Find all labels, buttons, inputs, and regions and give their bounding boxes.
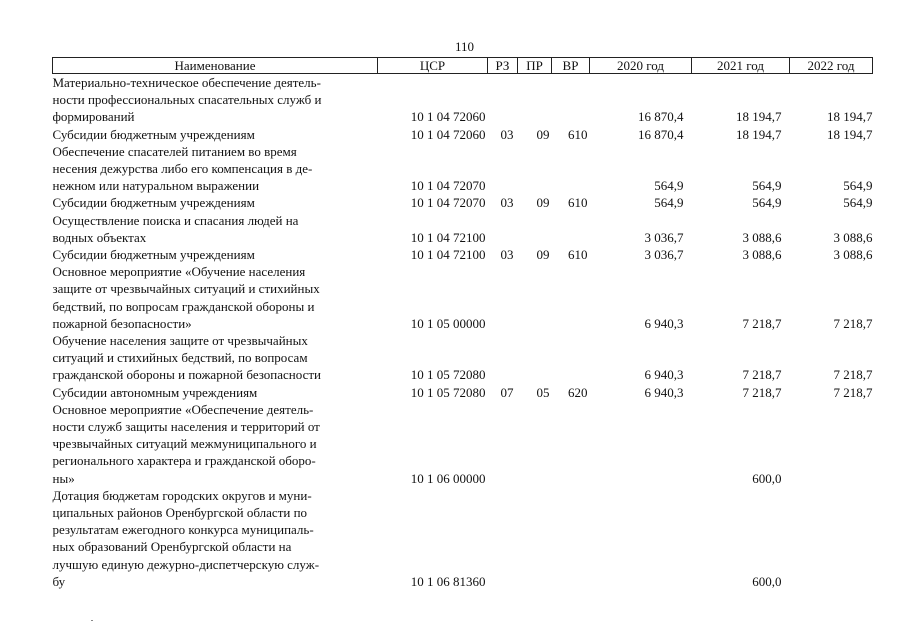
csr-cell: 10 1 04 72060 (410, 109, 486, 125)
budget-table (52, 57, 873, 590)
row-name-line: Основное мероприятие «Обеспечение деятель- (52, 401, 314, 417)
table-body (53, 74, 873, 591)
value-2020-cell: 564,9 (654, 178, 684, 194)
value-2020-cell: 3 036,7 (644, 229, 684, 245)
row-name-line: формирований (52, 109, 135, 125)
vr-cell (552, 74, 590, 126)
table-row (53, 74, 873, 126)
header-2020: 2020 год (590, 58, 692, 74)
csr-cell: 10 1 04 72070 (410, 178, 486, 194)
row-name-line: лучшую единую дежурно-диспетчерскую служ- (52, 556, 320, 572)
row-name-line: Обеспечение спасателей питанием во время (52, 143, 297, 159)
row-name-line: Основное мероприятие «Обучение населения (52, 264, 306, 280)
row-name-line: водных объектах (52, 229, 147, 245)
value-2022-cell: 7 218,7 (833, 367, 873, 383)
row-name-line: несения дежурства либо его компенсация в де- (52, 161, 313, 177)
row-name (53, 126, 378, 143)
rz-cell (488, 487, 518, 590)
header-pr: ПР (518, 58, 552, 74)
value-2022-cell: 564,9 (843, 195, 873, 211)
vr-cell (552, 487, 590, 590)
pr-cell (518, 401, 552, 487)
pr-cell (518, 74, 552, 126)
value-2021-cell: 3 088,6 (742, 229, 782, 245)
header-name: Наименование (53, 58, 378, 74)
value-2020-cell: 6 940,3 (644, 384, 684, 400)
table-row (53, 246, 873, 263)
row-name (53, 401, 378, 487)
csr-cell: 10 1 04 72100 (410, 229, 486, 245)
row-name-line: Материально-техническое обеспечение деятель- (52, 75, 321, 90)
row-name-line: ных образований Оренбургской области на (52, 539, 292, 555)
row-name-line: результатам ежегодного конкурса муниципаль- (52, 522, 314, 538)
header-rz: РЗ (488, 58, 518, 74)
csr-cell: 10 1 06 00000 (410, 470, 486, 486)
csr-cell: 10 1 04 72100 (410, 247, 486, 263)
rz-cell (488, 263, 518, 332)
value-2022-cell (790, 401, 873, 487)
pr-cell: 05 (536, 384, 550, 400)
row-name-line: бу (52, 573, 66, 589)
value-2021-cell: 18 194,7 (736, 126, 782, 142)
row-name (53, 143, 378, 195)
pr-cell (518, 143, 552, 195)
rz-cell: 03 (500, 195, 514, 211)
table-row (53, 212, 873, 246)
row-name (53, 212, 378, 246)
pr-cell (518, 263, 552, 332)
value-2021-cell: 564,9 (752, 178, 782, 194)
csr-cell: 10 1 05 72080 (410, 367, 486, 383)
csr-cell: 10 1 05 00000 (410, 315, 486, 331)
csr-cell: 10 1 05 72080 (410, 384, 486, 400)
value-2020-cell: 16 870,4 (638, 109, 684, 125)
row-name-line: ны» (52, 470, 75, 486)
row-name (53, 263, 378, 332)
row-name-line: регионального характера и гражданской оборо- (52, 453, 316, 469)
vr-cell (552, 263, 590, 332)
scan-speck (91, 620, 93, 621)
value-2022-cell: 7 218,7 (833, 315, 873, 331)
value-2020-cell: 6 940,3 (644, 315, 684, 331)
row-name (53, 246, 378, 263)
row-name-line: ситуаций и стихийных бедствий, по вопросам (52, 350, 308, 366)
value-2020-cell (590, 487, 692, 590)
header-csr: ЦСР (378, 58, 488, 74)
row-name-line: Обучение населения защите от чрезвычайных (52, 333, 308, 349)
vr-cell: 610 (568, 195, 588, 211)
row-name-line: нежном или натуральном выражении (52, 178, 260, 194)
csr-cell: 10 1 04 72060 (410, 126, 486, 142)
row-name-line: бедствий, по вопросам гражданской обороны и (52, 298, 315, 314)
row-name-line: Осуществление поиска и спасания людей на (52, 212, 299, 228)
value-2021-cell: 7 218,7 (742, 367, 782, 383)
csr-cell: 10 1 06 81360 (410, 573, 486, 589)
vr-cell (552, 212, 590, 246)
header-vr: ВР (552, 58, 590, 74)
table-row (53, 143, 873, 195)
value-2020-cell: 564,9 (654, 195, 684, 211)
value-2021-cell: 18 194,7 (736, 109, 782, 125)
page-number: 110 (455, 39, 475, 54)
value-2020-cell: 3 036,7 (644, 247, 684, 263)
table-row (53, 487, 873, 590)
value-2022-cell: 3 088,6 (833, 247, 873, 263)
value-2021-cell: 7 218,7 (742, 315, 782, 331)
pr-cell: 09 (536, 195, 550, 211)
vr-cell: 610 (568, 126, 588, 142)
table-row (53, 194, 873, 211)
row-name (53, 74, 378, 126)
row-name-line: ности профессиональных спасательных служб и (52, 92, 322, 108)
row-name-line: Субсидии бюджетным учреждениям (52, 195, 255, 211)
table-row (53, 384, 873, 401)
rz-cell: 03 (500, 126, 514, 142)
row-name-line: ности служб защиты населения и территорий от (52, 419, 320, 435)
table-row (53, 401, 873, 487)
rz-cell (488, 143, 518, 195)
rz-cell (488, 332, 518, 384)
value-2020-cell (590, 401, 692, 487)
value-2022-cell (790, 487, 873, 590)
vr-cell (552, 332, 590, 384)
row-name (53, 332, 378, 384)
pr-cell: 09 (536, 126, 550, 142)
pr-cell (518, 332, 552, 384)
table-row (53, 263, 873, 332)
table-row (53, 126, 873, 143)
vr-cell: 620 (568, 384, 588, 400)
rz-cell (488, 212, 518, 246)
value-2021-cell: 600,0 (752, 470, 782, 486)
value-2022-cell: 564,9 (843, 178, 873, 194)
value-2021-cell: 3 088,6 (742, 247, 782, 263)
pr-cell (518, 212, 552, 246)
row-name (53, 194, 378, 211)
row-name-line: Субсидии автономным учреждениям (52, 384, 258, 400)
row-name (53, 487, 378, 590)
row-name-line: Дотация бюджетам городских округов и муни- (52, 487, 312, 503)
pr-cell: 09 (536, 247, 550, 263)
value-2022-cell: 3 088,6 (833, 229, 873, 245)
row-name-line: гражданской обороны и пожарной безопасности (52, 367, 321, 383)
row-name (53, 384, 378, 401)
row-name-line: пожарной безопасности» (52, 315, 192, 331)
table-header (53, 58, 873, 74)
rz-cell (488, 74, 518, 126)
vr-cell: 610 (568, 247, 588, 263)
value-2022-cell: 18 194,7 (827, 126, 873, 142)
value-2021-cell: 7 218,7 (742, 384, 782, 400)
row-name-line: чрезвычайных ситуаций межмуниципального и (52, 436, 317, 452)
value-2021-cell: 564,9 (752, 195, 782, 211)
rz-cell: 07 (500, 384, 514, 400)
value-2022-cell: 7 218,7 (833, 384, 873, 400)
pr-cell (518, 487, 552, 590)
vr-cell (552, 401, 590, 487)
header-2022: 2022 год (790, 58, 873, 74)
row-name-line: Субсидии бюджетным учреждениям (52, 126, 255, 142)
value-2021-cell: 600,0 (752, 573, 782, 589)
row-name-line: защите от чрезвычайных ситуаций и стихийных (52, 281, 320, 297)
rz-cell (488, 401, 518, 487)
rz-cell: 03 (500, 247, 514, 263)
vr-cell (552, 143, 590, 195)
csr-cell: 10 1 04 72070 (410, 195, 486, 211)
row-name-line: Субсидии бюджетным учреждениям (52, 247, 255, 263)
table-row (53, 332, 873, 384)
header-2021: 2021 год (692, 58, 790, 74)
value-2020-cell: 6 940,3 (644, 367, 684, 383)
value-2020-cell: 16 870,4 (638, 126, 684, 142)
row-name-line: ципальных районов Оренбургской области по (52, 505, 308, 521)
value-2022-cell: 18 194,7 (827, 109, 873, 125)
